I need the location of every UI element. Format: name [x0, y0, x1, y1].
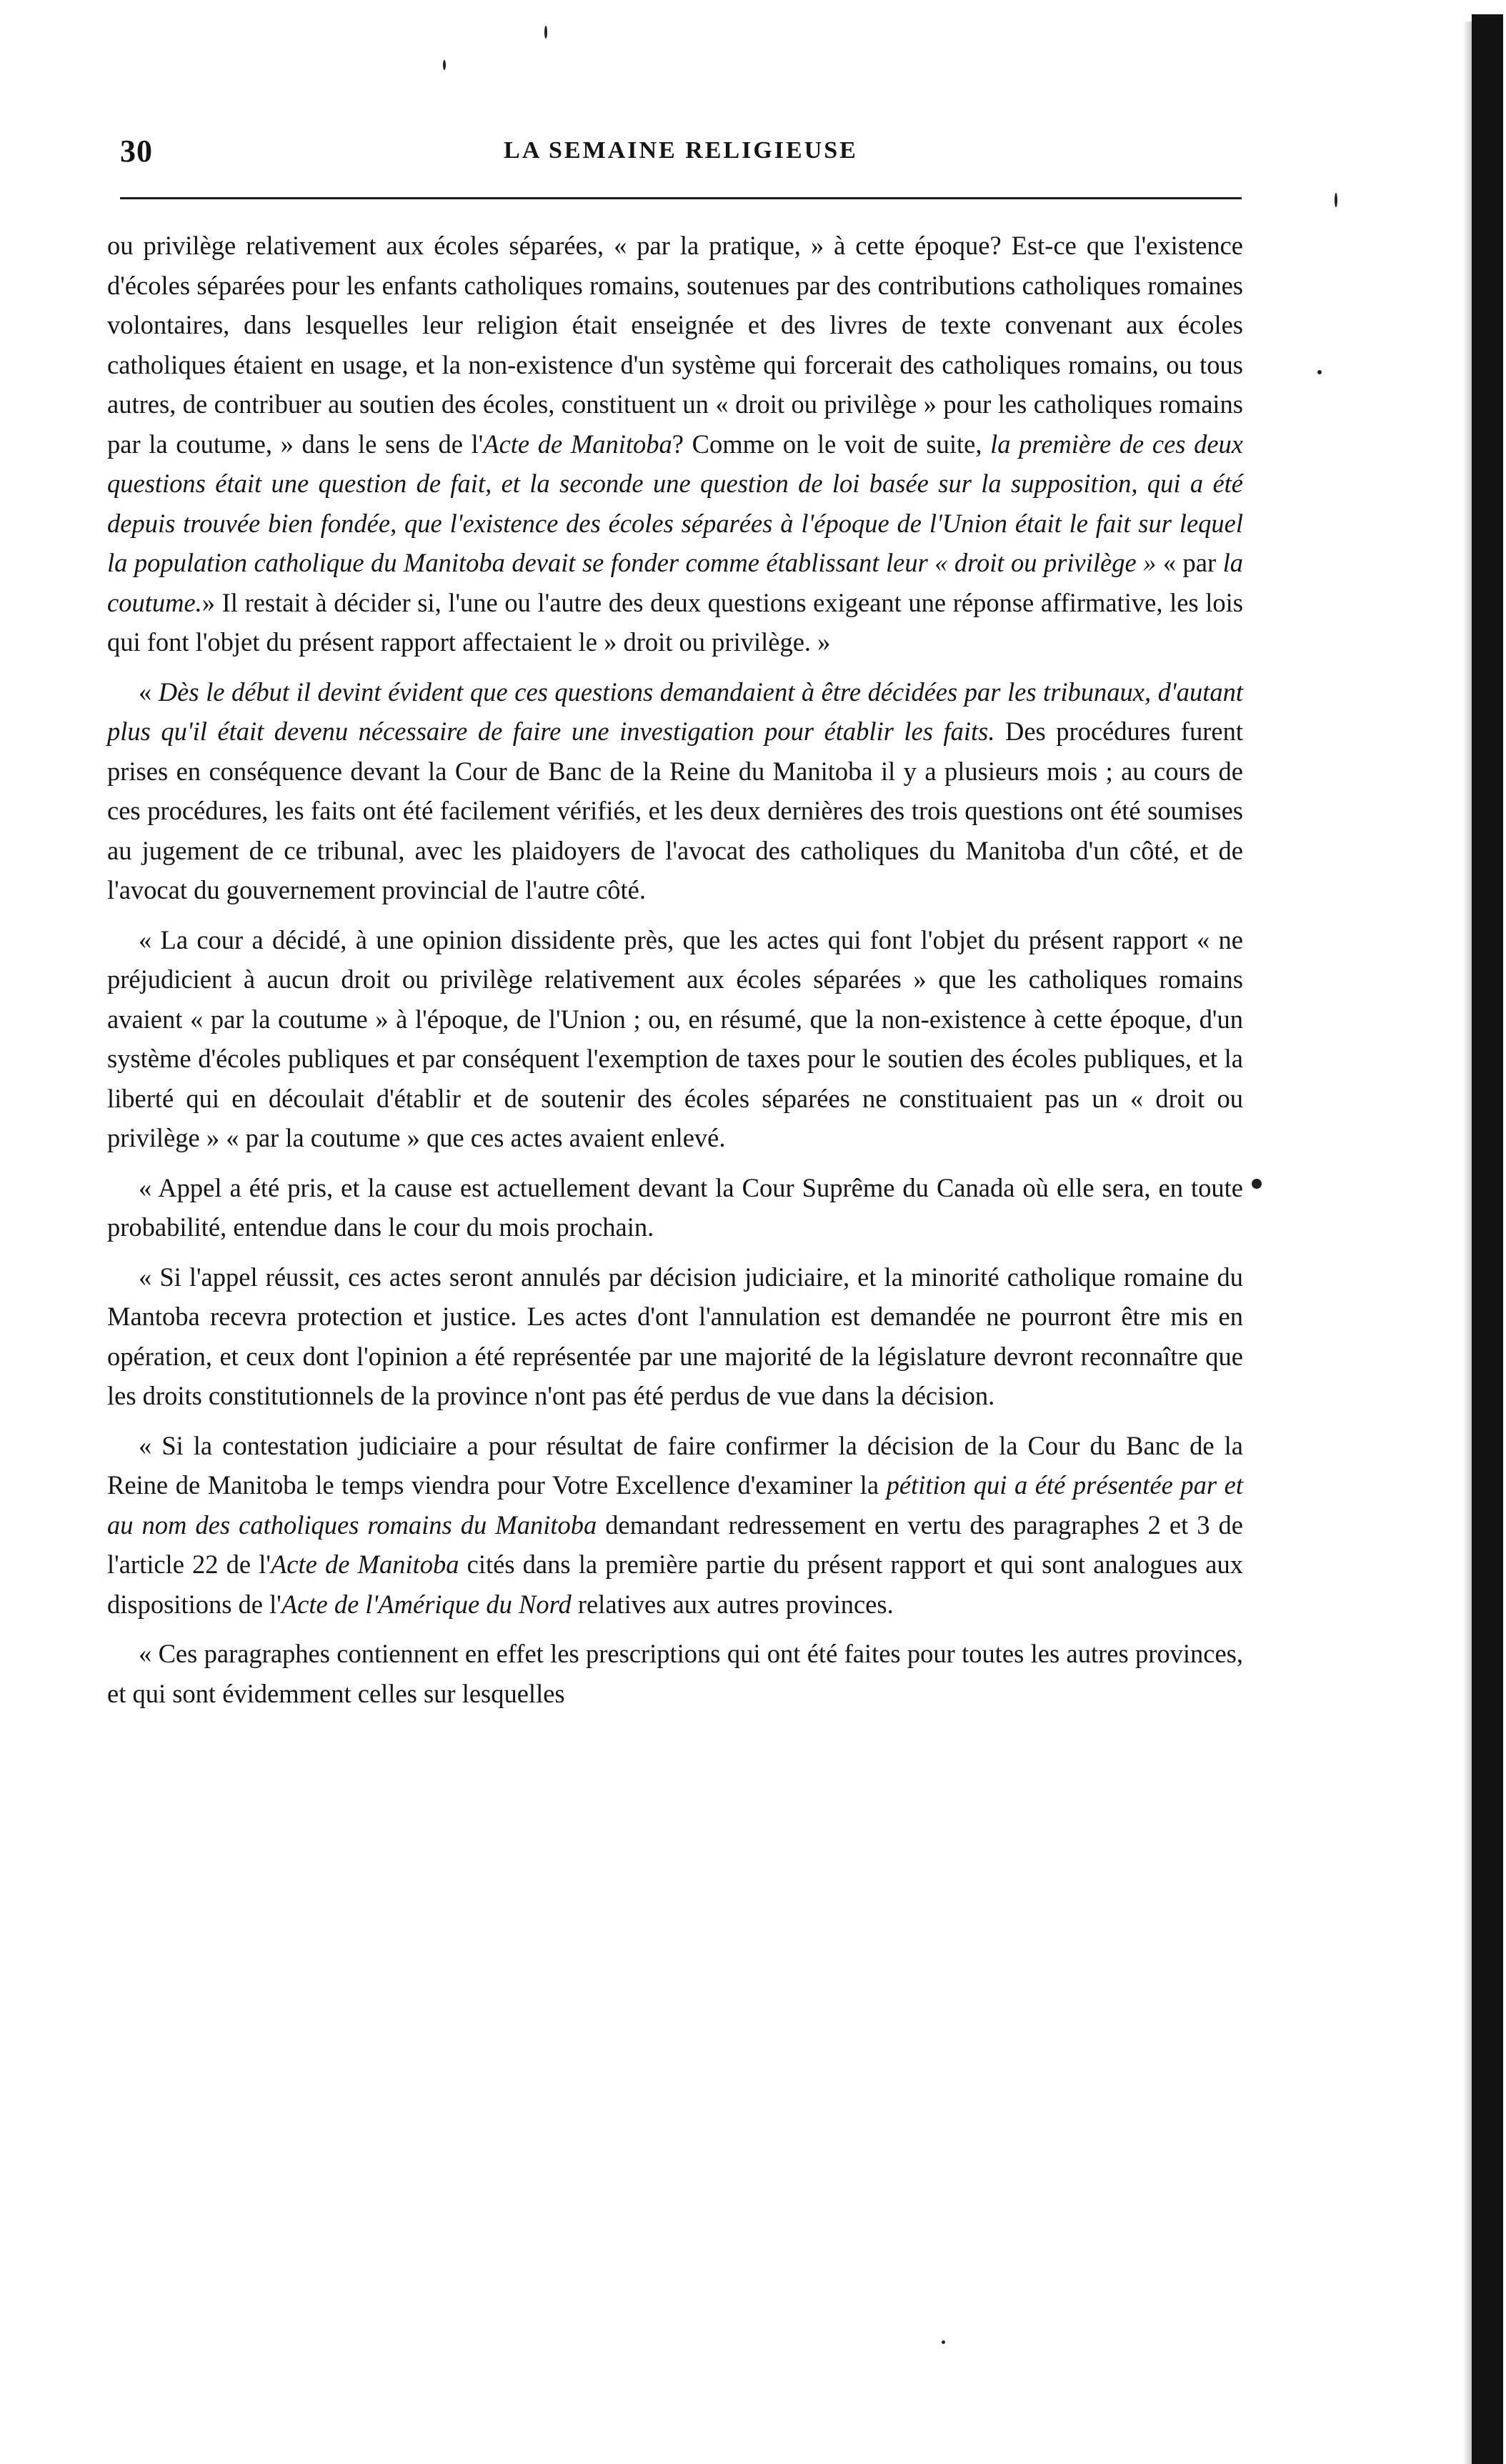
ink-speck [443, 60, 446, 70]
text-run: ou privilège relativement aux écoles séparées, « par la pratique, » à cette époque? Est-ce que l'existence d'écoles séparées pour les enfants catholiques romains, soutenues par des contributions catholiques romaines volontaires, dans lesquelles leur religion était enseignée et des livres de texte convenant aux écoles catholiques étaient en usage, et la non-existence d'un système qui forcerait des catholiques romains, ou tous autres, de contribuer au soutien des écoles, constituent un « droit ou privilège » pour les catholiques romains par la coutume, » dans le sens de l' [107, 231, 1243, 459]
paragraph [107, 1257, 1243, 1416]
italic-run: Acte de l'Amérique du Nord [281, 1589, 572, 1619]
ink-speck [1335, 193, 1337, 207]
italic-run: Dès le début il devint évident que ces questions demandaient à être décidées par les tribunaux, d'autant plus qu'il était devenu nécessaire de faire une investigation pour établir les faits. [107, 677, 1243, 746]
page-number: 30 [120, 134, 153, 169]
text-run: » Il restait à décider si, l'une ou l'autre des deux questions exigeant une réponse affirmative, les lois qui font l'objet du présent rapport affectaient le » droit ou privilège. » [107, 587, 1243, 657]
ink-speck [544, 26, 547, 39]
page-gutter-shadow [1463, 21, 1472, 2464]
text-run: cités dans la première partie du présent rapport et qui sont analogues aux dispositions de l' [107, 1550, 1243, 1619]
paragraph [107, 1168, 1243, 1247]
paragraph [107, 226, 1243, 662]
italic-run: la première de ces deux questions était une question de fait, et la seconde une question de loi basée sur la supposition, qui a été depuis trouvée bien fondée, que l'existence des écoles séparées à l'époque de l'Union était le fait sur lequel la population catholique du Manitoba devait se fonder comme établissant leur « droit ou privilège » [107, 429, 1243, 577]
italic-run: la coutume. [107, 548, 1243, 617]
paragraph [107, 1426, 1243, 1625]
text-run: ? Comme on le voit de suite, [672, 429, 991, 459]
text-run: « La cour a décidé, à une opinion dissidente près, que les actes qui font l'objet du présent rapport « ne préjudicient à aucun droit ou privilège relativement aux écoles séparées » que les catholiques romains avaient « par la coutume » à l'époque, de l'Union ; ou, en résumé, que la non-existence à cette époque, d'un système d'écoles publiques et par conséquent l'exemption de taxes pour le soutien des écoles publiques, et la liberté qui en découlait d'établir et de soutenir des écoles séparées ne constituaient pas un « droit ou privilège » « par la coutume » que ces actes avaient enlevé. [107, 924, 1243, 1152]
text-run: « Ces paragraphes contiennent en effet les prescriptions qui ont été faites pour toutes les autres provinces, et qui sont évidemment celles sur lesquelles [107, 1639, 1243, 1708]
text-run: relatives aux autres provinces. [571, 1589, 894, 1619]
binding-edge [1472, 14, 1503, 2464]
paragraph [107, 920, 1243, 1158]
italic-run: Acte de Manitoba [483, 429, 672, 459]
text-run: « [139, 677, 159, 707]
italic-run: pétition qui a été présentée par et au nom des catholiques romains du Manitoba [107, 1470, 1244, 1540]
text-run: « par [1156, 548, 1223, 577]
paragraph [107, 1634, 1243, 1713]
ink-speck [942, 2340, 945, 2344]
body-text [107, 226, 1243, 1723]
running-title: LA SEMAINE RELIGIEUSE [504, 137, 858, 164]
ink-speck [1252, 1179, 1262, 1189]
text-run: « Appel a été pris, et la cause est actuellement devant la Cour Suprême du Canada où elle sera, en toute probabilité, entendue dans le cour du mois prochain. [107, 1172, 1243, 1242]
header-rule [120, 197, 1242, 199]
page-header [120, 133, 1242, 176]
text-run: demandant redressement en vertu des paragraphes 2 et 3 de l'article 22 de l' [107, 1510, 1243, 1579]
text-run: « Si la contestation judiciaire a pour résultat de faire confirmer la décision de la Cour du Banc de la Reine de Manitoba le temps viendra pour Votre Excellence d'examiner la [107, 1430, 1243, 1500]
ink-speck [1317, 370, 1322, 374]
text-run: « Si l'appel réussit, ces actes seront annulés par décision judiciaire, et la minorité catholique romaine du Mantoba recevra protection et justice. Les actes d'ont l'annulation est demandée ne pourront être mis en opération, et ceux dont l'opinion a été représentée par une majorité de la législature devront reconnaître que les droits constitutionnels de la province n'ont pas été perdus de vue dans la décision. [107, 1262, 1243, 1410]
text-run: Des procédures furent prises en conséquence devant la Cour de Banc de la Reine du Manitoba il y a plusieurs mois ; au cours de ces procédures, les faits ont été facilement vérifiés, et les deux dernières des trois questions ont été soumises au jugement de ce tribunal, avec les plaidoyers de l'avocat des catholiques du Manitoba d'un côté, et de l'avocat du gouvernement provincial de l'autre côté. [107, 717, 1243, 904]
paragraph [107, 672, 1243, 910]
italic-run: Acte de Manitoba [270, 1550, 459, 1579]
